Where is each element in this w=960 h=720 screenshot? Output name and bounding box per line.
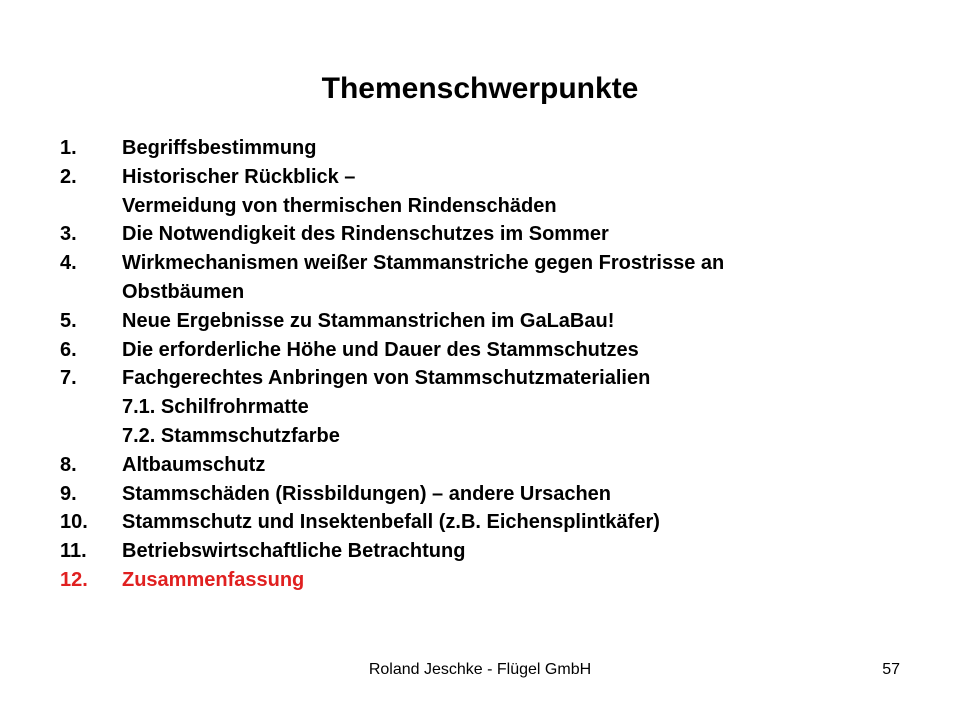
- agenda-item-label: 7.1. Schilfrohrmatte: [122, 396, 309, 419]
- agenda-item-label: Obstbäumen: [122, 280, 245, 303]
- agenda-item-number: 1.: [60, 137, 77, 159]
- agenda-item-label: Vermeidung von thermischen Rindenschäden: [122, 194, 557, 217]
- agenda-item-label: Wirkmechanismen weißer Stammanstriche gegen Frostrisse an: [122, 252, 725, 275]
- agenda-item: [60, 249, 920, 278]
- agenda-item-label: Historischer Rückblick –: [122, 165, 356, 188]
- agenda-list: [60, 134, 920, 595]
- agenda-item-label: Zusammenfassung: [122, 568, 305, 591]
- agenda-item-number: 12.: [60, 568, 88, 591]
- agenda-item: [60, 163, 920, 192]
- agenda-item: [60, 192, 920, 221]
- agenda-item: [60, 220, 920, 249]
- agenda-item: [60, 307, 920, 336]
- agenda-item-label: Begriffsbestimmung: [122, 137, 317, 159]
- agenda-item-label: 7.2. Stammschutzfarbe: [122, 424, 340, 447]
- agenda-item: [60, 508, 920, 537]
- agenda-item-label: Betriebswirtschaftliche Betrachtung: [122, 540, 466, 563]
- agenda-item: [60, 480, 920, 509]
- agenda-item: [60, 566, 920, 595]
- agenda-item-number: 5.: [60, 309, 77, 332]
- agenda-item-number: 9.: [60, 482, 77, 505]
- agenda-item-number: 6.: [60, 338, 77, 361]
- agenda-item-label: Die erforderliche Höhe und Dauer des Stammschutzes: [122, 338, 639, 361]
- agenda-item: [60, 422, 920, 451]
- agenda-item: [60, 134, 920, 163]
- agenda-item-number: 11.: [60, 540, 87, 563]
- agenda-item-number: 4.: [60, 252, 77, 275]
- slide-title: Themenschwerpunkte: [321, 72, 639, 105]
- agenda-item: [60, 336, 920, 365]
- agenda-item: [60, 393, 920, 422]
- footer-text: Roland Jeschke - Flügel GmbH: [368, 661, 592, 678]
- agenda-item-label: Die Notwendigkeit des Rindenschutzes im Sommer: [122, 223, 609, 246]
- agenda-item-number: 10.: [60, 511, 88, 534]
- agenda-item-number: 2.: [60, 165, 77, 188]
- agenda-item-label: Fachgerechtes Anbringen von Stammschutzmaterialien: [122, 367, 651, 390]
- agenda-item-label: Stammschutz und Insektenbefall (z.B. Eichensplintkäfer): [122, 511, 660, 534]
- agenda-item: [60, 451, 920, 480]
- agenda-item-number: 3.: [60, 223, 77, 246]
- agenda-item: [60, 537, 920, 566]
- page-number: 57: [882, 661, 900, 678]
- agenda-item-label: Stammschäden (Rissbildungen) – andere Ursachen: [122, 482, 612, 505]
- agenda-item: [60, 364, 920, 393]
- agenda-item-number: 8.: [60, 453, 77, 476]
- agenda-item-label: Neue Ergebnisse zu Stammanstrichen im GaLaBau!: [122, 309, 615, 332]
- agenda-item-label: Altbaumschutz: [122, 453, 266, 476]
- agenda-item-number: 7.: [60, 367, 77, 390]
- agenda-item: [60, 278, 920, 307]
